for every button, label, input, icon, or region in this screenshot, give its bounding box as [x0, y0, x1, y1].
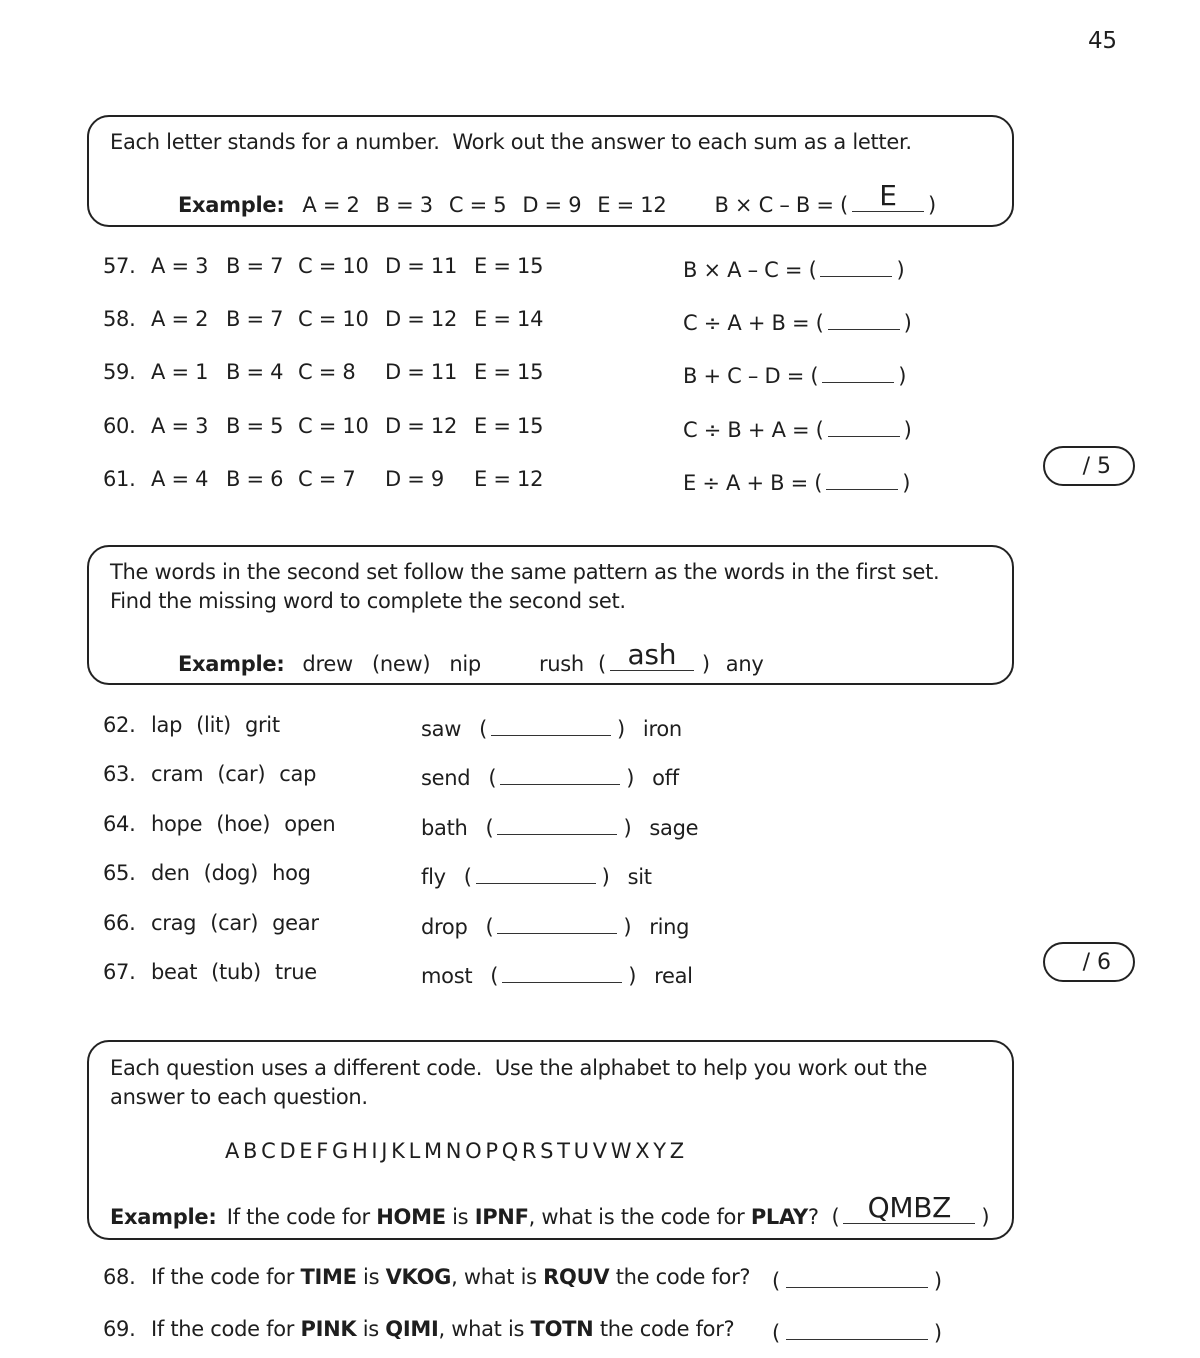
example-target-word: PLAY — [750, 1205, 808, 1229]
question-number: 63. — [103, 762, 136, 786]
question-row-59 — [103, 362, 619, 383]
example-answer-blank — [843, 1191, 975, 1224]
right-word: off — [652, 766, 679, 790]
example-answer: QMBZ — [867, 1191, 952, 1224]
middle-word: (car) — [217, 762, 266, 786]
close-paren: ) — [933, 1321, 942, 1345]
sum-expression: B + C – D = ( — [683, 364, 819, 388]
right-word: ring — [649, 915, 690, 939]
answer-blank[interactable] — [786, 1267, 928, 1288]
answer-row-64: bath ( ) sage — [421, 816, 699, 840]
example-row — [110, 1191, 990, 1229]
question-row-69 — [103, 1319, 734, 1340]
example-answer-blank — [852, 179, 924, 212]
close-paren: ) — [898, 364, 907, 388]
question-number: 64. — [103, 812, 136, 836]
close-paren: ) — [896, 258, 905, 282]
sum-expression: C ÷ A + B = ( — [683, 311, 824, 335]
answer-blank[interactable] — [826, 469, 898, 490]
sum-row-60 — [683, 416, 911, 441]
example-value: C = 5 — [448, 193, 507, 217]
value-c: C = 8 — [298, 360, 356, 384]
question-row-57 — [103, 256, 619, 277]
first-word: den — [151, 861, 190, 885]
value-c: C = 10 — [298, 254, 369, 278]
close-paren: ) — [933, 1269, 942, 1293]
sum-row-61 — [683, 469, 910, 494]
answer-blank[interactable] — [820, 256, 892, 277]
example-text: ? ( — [807, 1205, 840, 1229]
value-b: B = 4 — [226, 360, 284, 384]
example-code: IPNF — [474, 1205, 529, 1229]
question-number: 66. — [103, 911, 136, 935]
value-a: A = 3 — [151, 414, 209, 438]
value-e: E = 15 — [474, 414, 544, 438]
question-text: , what is — [438, 1317, 531, 1341]
value-d: D = 11 — [385, 360, 458, 384]
right-word: real — [654, 964, 693, 988]
question-text: the code for? — [593, 1317, 735, 1341]
value-a: A = 3 — [151, 254, 209, 278]
question-target-code: TOTN — [530, 1317, 594, 1341]
open-paren: ( — [772, 1269, 780, 1293]
left-word: send — [421, 766, 471, 790]
answer-row-65: fly ( ) sit — [421, 865, 652, 889]
example-answer-blank — [610, 638, 694, 671]
answer-blank[interactable] — [497, 913, 617, 934]
value-b: B = 7 — [226, 307, 284, 331]
example-answer: ash — [627, 638, 677, 671]
instruction-text-line-1: The words in the second set follow the same pattern as the words in the first set. — [110, 560, 940, 584]
example-answer: E — [879, 179, 897, 212]
middle-word: (dog) — [203, 861, 259, 885]
answer-row-66: drop ( ) ring — [421, 915, 690, 939]
sum-row-59 — [683, 362, 906, 387]
instruction-text-line-2: Find the missing word to complete the second set. — [110, 589, 626, 613]
answer-blank[interactable] — [502, 962, 622, 983]
question-row-60 — [103, 416, 619, 437]
sum-expression: B × A – C = ( — [683, 258, 817, 282]
value-b: B = 5 — [226, 414, 284, 438]
value-e: E = 15 — [474, 254, 544, 278]
answer-row-63: send ( ) off — [421, 766, 679, 790]
question-number: 67. — [103, 960, 136, 984]
question-target-code: RQUV — [543, 1265, 610, 1289]
first-word: crag — [151, 911, 197, 935]
value-e: E = 12 — [474, 467, 544, 491]
answer-blank[interactable] — [491, 715, 611, 736]
example-row: Example: drew (new) nip rush ( ash ) any — [178, 638, 764, 676]
example-first-set: drew (new) nip — [302, 652, 481, 676]
middle-word: (tub) — [211, 960, 261, 984]
question-number: 59. — [103, 360, 136, 384]
instruction-text-line-2: answer to each question. — [110, 1085, 368, 1109]
first-word: cram — [151, 762, 204, 786]
answer-blank[interactable] — [828, 309, 900, 330]
middle-word: (hoe) — [216, 812, 271, 836]
score-box-section-1: / 5 — [1043, 446, 1135, 486]
question-number: 65. — [103, 861, 136, 885]
third-word: hog — [272, 861, 311, 885]
left-word: saw — [421, 717, 462, 741]
third-word: cap — [279, 762, 317, 786]
left-word: fly — [421, 865, 446, 889]
value-a: A = 2 — [151, 307, 209, 331]
question-text: is — [356, 1265, 386, 1289]
question-row-63 — [103, 764, 316, 785]
question-row-62 — [103, 715, 280, 736]
example-word: HOME — [376, 1205, 446, 1229]
answer-blank[interactable] — [786, 1319, 928, 1340]
right-word: sit — [627, 865, 652, 889]
answer-blank[interactable] — [476, 863, 596, 884]
first-word: hope — [151, 812, 203, 836]
example-label: Example: — [178, 652, 285, 676]
page-number: 45 — [1088, 28, 1117, 54]
value-a: A = 4 — [151, 467, 209, 491]
example-text: is — [445, 1205, 475, 1229]
question-number: 57. — [103, 254, 136, 278]
answer-row-69 — [772, 1319, 942, 1344]
first-word: lap — [151, 713, 183, 737]
third-word: grit — [244, 713, 280, 737]
value-b: B = 7 — [226, 254, 284, 278]
question-row-64 — [103, 814, 335, 835]
answer-blank[interactable] — [497, 814, 617, 835]
answer-row-67: most ( ) real — [421, 964, 693, 988]
left-word: drop — [421, 915, 468, 939]
question-text: is — [356, 1317, 386, 1341]
question-number: 68. — [103, 1265, 136, 1289]
close-paren: ) — [902, 471, 911, 495]
example-sum: B × C – B = ( — [714, 193, 848, 217]
question-text: If the code for — [151, 1265, 301, 1289]
question-row-66 — [103, 913, 319, 934]
alphabet-reference: A B C D E F G H I J K L M N O P Q R S T U V W X Y Z — [225, 1139, 683, 1163]
value-d: D = 11 — [385, 254, 458, 278]
example-row — [178, 179, 936, 217]
left-word: most — [421, 964, 473, 988]
example-value: B = 3 — [375, 193, 433, 217]
answer-row-68 — [772, 1267, 942, 1292]
question-number: 60. — [103, 414, 136, 438]
third-word: true — [274, 960, 317, 984]
answer-blank[interactable] — [828, 416, 900, 437]
example-label: Example: — [110, 1205, 217, 1229]
value-d: D = 9 — [385, 467, 444, 491]
right-word: sage — [649, 816, 699, 840]
instruction-text: Each letter stands for a number. Work out the answer to each sum as a letter. — [110, 130, 912, 154]
question-code: VKOG — [385, 1265, 452, 1289]
question-row-58 — [103, 309, 619, 330]
value-e: E = 14 — [474, 307, 544, 331]
first-word: beat — [151, 960, 198, 984]
question-number: 62. — [103, 713, 136, 737]
open-paren: ( — [772, 1321, 780, 1345]
left-word: bath — [421, 816, 468, 840]
example-value: E = 12 — [597, 193, 667, 217]
example-text: , what is the code for — [528, 1205, 751, 1229]
score-box-section-2: / 6 — [1043, 942, 1135, 982]
sum-row-58 — [683, 309, 911, 334]
question-number: 61. — [103, 467, 136, 491]
question-number: 69. — [103, 1317, 136, 1341]
right-word: iron — [642, 717, 682, 741]
value-d: D = 12 — [385, 414, 458, 438]
sum-row-57 — [683, 256, 904, 281]
question-row-61 — [103, 469, 619, 490]
close-paren: ) — [903, 418, 912, 442]
instruction-text-line-1: Each question uses a different code. Use the alphabet to help you work out the — [110, 1056, 928, 1080]
value-c: C = 10 — [298, 414, 369, 438]
question-word: PINK — [300, 1317, 357, 1341]
value-e: E = 15 — [474, 360, 544, 384]
question-text: , what is — [451, 1265, 544, 1289]
middle-word: (lit) — [196, 713, 231, 737]
example-left-word: rush — [538, 652, 584, 676]
close-paren: ) — [927, 193, 936, 217]
answer-blank[interactable] — [500, 764, 620, 785]
value-d: D = 12 — [385, 307, 458, 331]
example-value: D = 9 — [522, 193, 582, 217]
third-word: gear — [272, 911, 319, 935]
question-text: the code for? — [609, 1265, 751, 1289]
example-text: If the code for — [220, 1205, 377, 1229]
sum-expression: C ÷ B + A = ( — [683, 418, 824, 442]
close-paren: ) — [903, 311, 912, 335]
value-b: B = 6 — [226, 467, 284, 491]
example-value: A = 2 — [302, 193, 360, 217]
answer-row-62: saw ( ) iron — [421, 717, 682, 741]
question-number: 58. — [103, 307, 136, 331]
question-word: TIME — [300, 1265, 357, 1289]
question-text: If the code for — [151, 1317, 301, 1341]
sum-expression: E ÷ A + B = ( — [683, 471, 823, 495]
value-c: C = 7 — [298, 467, 356, 491]
middle-word: (car) — [210, 911, 259, 935]
example-right-word: any — [725, 652, 764, 676]
answer-blank[interactable] — [822, 362, 894, 383]
question-row-68 — [103, 1267, 750, 1288]
question-code: QIMI — [385, 1317, 439, 1341]
value-a: A = 1 — [151, 360, 209, 384]
question-row-67 — [103, 962, 317, 983]
third-word: open — [284, 812, 336, 836]
value-c: C = 10 — [298, 307, 369, 331]
close-paren: ) — [981, 1205, 990, 1229]
question-row-65 — [103, 863, 311, 884]
example-label: Example: — [178, 193, 285, 217]
